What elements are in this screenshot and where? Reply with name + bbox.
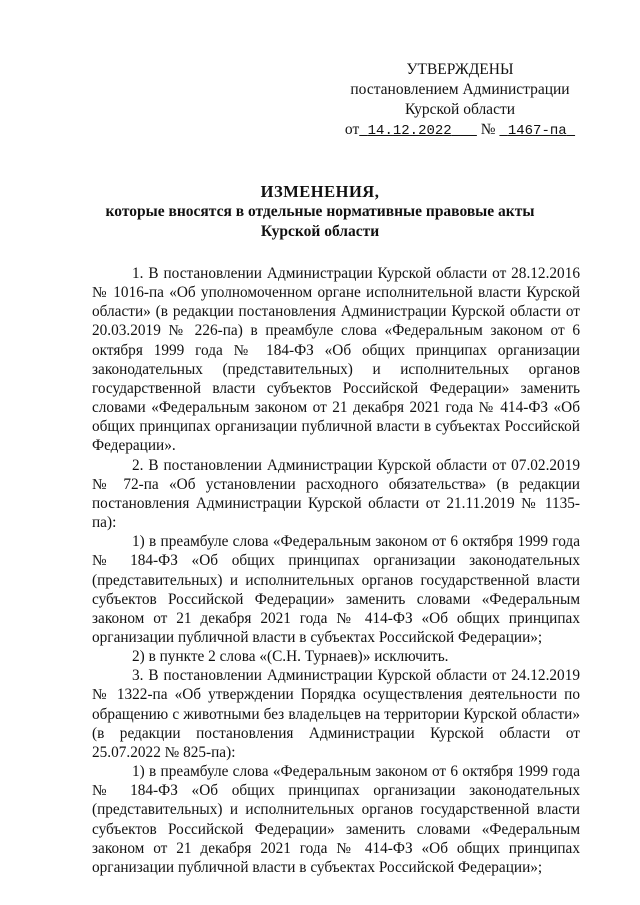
title-main: ИЗМЕНЕНИЯ,: [260, 182, 380, 201]
approval-line-2: Курской области: [404, 101, 516, 118]
paragraph-3-1: 1) в преамбуле слова «Федеральным законом от 6 октября 1999 года № 184-ФЗ «Об общих принципах организации законодательных (представительных) и исполнительных органов государственной власти субъектов Российской Федерации» заменить словами «Федеральным законом от 21 декабря 2021 года № 414-ФЗ «Об общих принципах организации публичной власти в субъектах Российской Федерации»;: [92, 763, 580, 876]
approval-date-line: [330, 120, 590, 141]
date-prefix: от: [344, 121, 360, 138]
paragraph-2-2: 2) в пункте 2 слова «(С.Н. Турнаев)» исключить.: [132, 648, 449, 666]
paragraph-2-1: 1) в преамбуле слова «Федеральным законом от 6 октября 1999 года № 184-ФЗ «Об общих принципах организации законодательных (представительных) и исполнительных органов государственной власти субъектов Российской Федерации» заменить словами «Федеральным законом от 21 декабря 2021 года № 414-ФЗ «Об общих принципах организации публичной власти в субъектах Российской Федерации»;: [92, 533, 580, 646]
document-title: [80, 182, 560, 242]
approval-date: 14.12.2022: [367, 123, 452, 139]
approval-stamp: [330, 60, 590, 141]
approval-number: 1467-па: [507, 123, 567, 139]
paragraph-1: 1. В постановлении Администрации Курской области от 28.12.2016 № 1016-па «Об уполномоченном органе исполнительной власти Курской области» (в редакции постановления Администрации Курской области от 20.03.2019 № 226-па) в преамбуле слова «Федеральным законом от 6 октября 1999 года № 184-ФЗ «Об общих принципах организации законодательных (представительных) и исполнительных органов государственной власти субъектов Российской Федерации» заменить словами «Федеральным законом от 21 декабря 2021 года № 414-ФЗ «Об общих принципах организации публичной власти в субъектах Российской Федерации».: [92, 265, 580, 455]
document-body: [92, 264, 580, 877]
paragraph-3: 3. В постановлении Администрации Курской области от 24.12.2019 № 1322-па «Об утверждении Порядка осуществления деятельности по обращению с животными без владельцев на территории Курской области» (в редакции постановления Администрации Курской области от 25.07.2022 № 825-па):: [92, 667, 580, 761]
approval-line-1: постановлением Администрации: [350, 81, 570, 98]
title-sub-1: которые вносятся в отдельные нормативные правовые акты: [105, 203, 535, 220]
number-prefix: №: [480, 121, 496, 138]
approval-heading: УТВЕРЖДЕНЫ: [406, 61, 514, 78]
paragraph-2: 2. В постановлении Администрации Курской области от 07.02.2019 № 72-па «Об установлении расходного обязательства» (в редакции постановления Администрации Курской области от 21.11.2019 № 1135-па):: [92, 456, 580, 532]
title-sub-2: Курской области: [260, 223, 380, 240]
